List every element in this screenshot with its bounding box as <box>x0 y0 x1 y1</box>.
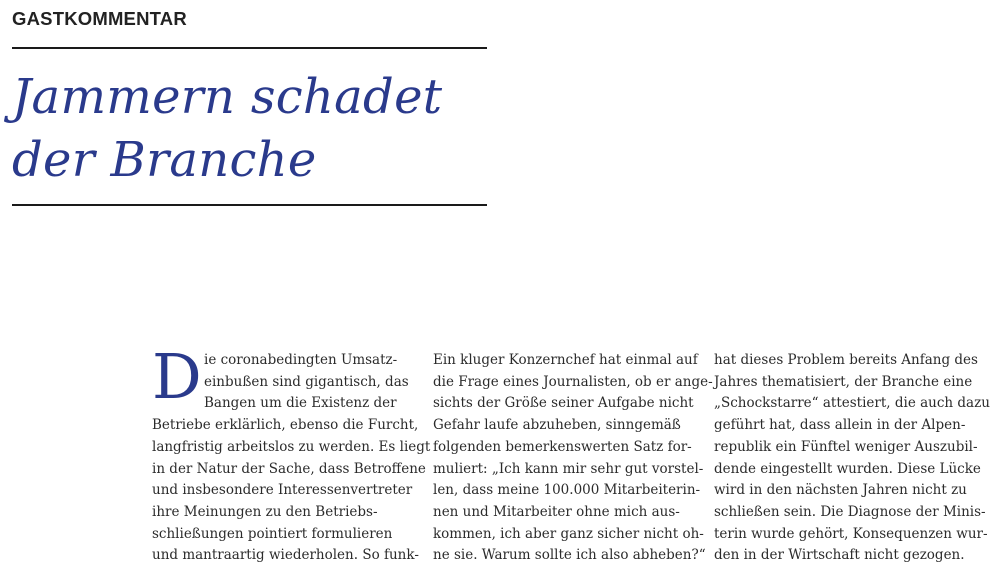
text-line: in der Natur der Sache, dass Betroffene <box>152 460 426 477</box>
text-line: Bangen um die Existenz der <box>204 395 397 412</box>
text-line: einbußen sind gigantisch, das <box>204 373 409 390</box>
text-line: folgenden bemerkenswerten Satz for- <box>433 438 692 455</box>
headline-line-2: der Branche <box>12 132 317 188</box>
text-line: und insbesondere Interessenvertreter <box>152 482 413 499</box>
text-column-2 <box>433 350 713 567</box>
text-line: geführt hat, dass allein in der Alpen- <box>714 417 966 434</box>
text-line: muliert: „Ich kann mir sehr gut vorstel- <box>433 460 704 477</box>
text-line: republik ein Fünftel weniger Auszubil- <box>714 438 978 455</box>
text-line: nen und Mitarbeiter ohne mich aus- <box>433 503 680 520</box>
text-line: die Frage eines Journalisten, ob er ange- <box>433 373 713 390</box>
text-column-3 <box>714 350 990 567</box>
text-line: und mantraartig wiederholen. So funk- <box>152 547 419 564</box>
text-line: wird in den nächsten Jahren nicht zu <box>714 482 967 499</box>
text-column-1 <box>152 350 431 567</box>
text-line: Ein kluger Konzernchef hat einmal auf <box>433 352 698 368</box>
text-line: Betriebe erklärlich, ebenso die Furcht, <box>152 417 419 434</box>
text-line: den in der Wirtschaft nicht gezogen. <box>714 547 965 564</box>
text-line: dende eingestellt wurden. Diese Lücke <box>714 460 981 477</box>
text-line: ihre Meinungen zu den Betriebs- <box>152 503 378 520</box>
text-line: Jahres thematisiert, der Branche eine <box>714 373 973 390</box>
drop-cap: D <box>152 340 202 413</box>
text-line: ne sie. Warum sollte ich also abheben?“ <box>433 547 706 564</box>
text-line: kommen, ich aber ganz sicher nicht oh- <box>433 525 704 542</box>
text-line: sichts der Größe seiner Aufgabe nicht <box>433 395 694 412</box>
text-line: hat dieses Problem bereits Anfang des <box>714 352 978 368</box>
article-headline <box>12 66 442 192</box>
text-line: ie coronabedingten Umsatz- <box>204 352 398 368</box>
text-line: terin wurde gehört, Konsequenzen wur- <box>714 525 988 542</box>
text-line: schließen sein. Die Diagnose der Minis- <box>714 503 986 520</box>
text-line: Gefahr laufe abzuheben, sinngemäß <box>433 417 681 434</box>
headline-line-1: Jammern schadet <box>12 69 443 125</box>
text-line: len, dass meine 100.000 Mitarbeiterin- <box>433 482 701 499</box>
text-line: schließungen pointiert formulieren <box>152 525 393 542</box>
text-line: langfristig arbeitslos zu werden. Es liegt <box>152 438 431 455</box>
section-label: GASTKOMMENTAR <box>12 8 187 29</box>
bottom-rule <box>12 204 487 206</box>
top-rule <box>12 47 487 49</box>
text-line: „Schockstarre“ attestiert, die auch dazu <box>714 395 990 412</box>
